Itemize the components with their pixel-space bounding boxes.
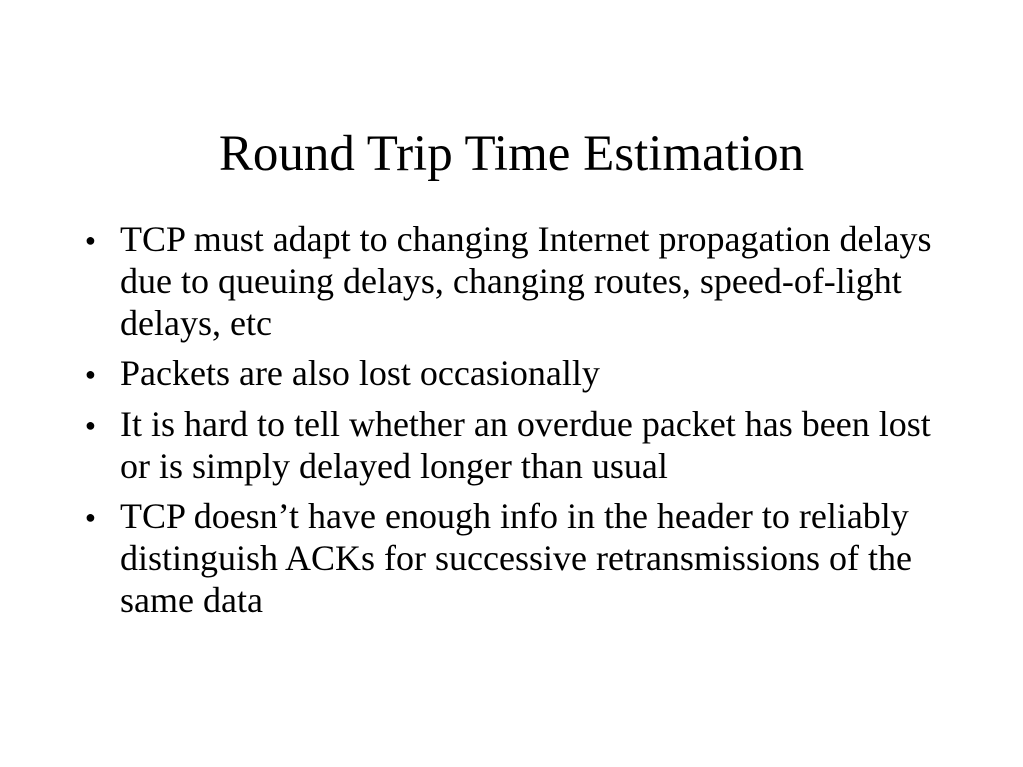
bullet-dot-icon: ● (85, 507, 96, 527)
bullet-item (85, 495, 965, 621)
bullet-item (85, 352, 965, 395)
bullet-dot-icon: ● (85, 415, 96, 435)
bullet-dot-icon: ● (85, 364, 96, 384)
bullet-text: It is hard to tell whether an overdue packet has been lost or is simply delayed longer than usual (120, 404, 931, 486)
bullet-list (85, 218, 965, 629)
bullet-item (85, 218, 965, 344)
bullet-dot-icon: ● (85, 230, 96, 250)
slide-title: Round Trip Time Estimation (218, 126, 805, 182)
bullet-text: Packets are also lost occasionally (120, 353, 600, 393)
bullet-text: TCP doesn’t have enough info in the header to reliably distinguish ACKs for successive retransmissions of the same data (120, 496, 912, 620)
bullet-text: TCP must adapt to changing Internet propagation delays due to queuing delays, changing routes, speed-of-light delays, etc (120, 219, 932, 343)
bullet-item (85, 403, 965, 487)
